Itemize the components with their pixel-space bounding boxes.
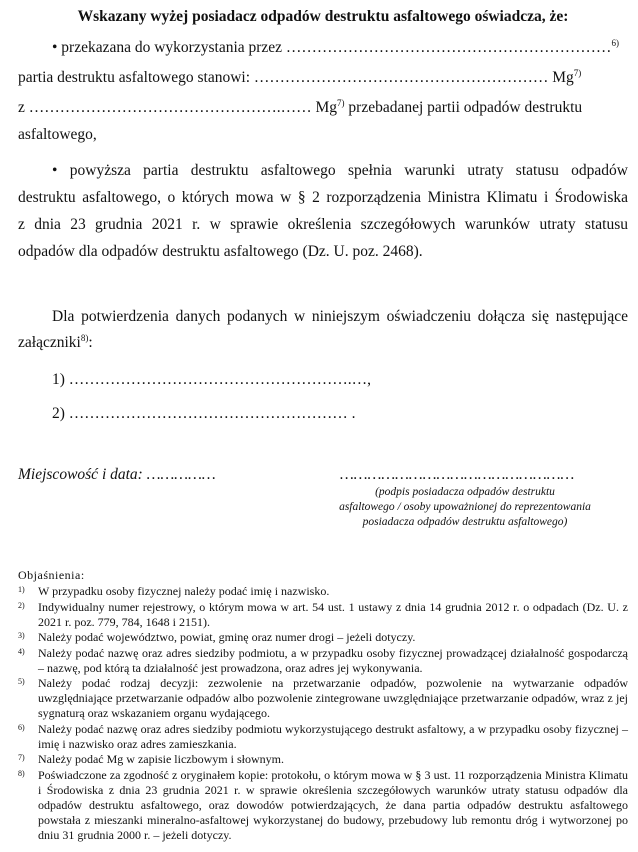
footnote-number: 1) — [18, 585, 25, 594]
footnote-number: 3) — [18, 631, 25, 640]
footnote-item — [18, 630, 628, 645]
para2-line3: z dnia 23 grudnia 2021 r. w sprawie określenia szczegółowych warunków utraty statusu — [18, 216, 628, 233]
footnote-text: Należy podać rodzaj decyzji: zezwolenie na przetwarzanie odpadów, pozwolenie na wytwarzanie odpadów uwzględniające przetwarzanie odpadów albo pozwolenie zintegrowane uwzględniające przetwarzanie odpadów, wraz z jej sygnaturą oraz wskazaniem organu wydającego. — [38, 676, 628, 720]
para1-line4: asfaltowego, — [18, 126, 97, 143]
footnote-number: 4) — [18, 647, 25, 656]
para2-line1: • powyższa partia destruktu asfaltowego spełnia warunki utraty statusu odpadów — [52, 162, 628, 179]
signature-note — [310, 485, 620, 530]
attachment-item-2: 2) ……………………………………………… . — [52, 405, 356, 422]
footnote-text: Należy podać Mg w zapisie liczbowym i słownym. — [38, 752, 284, 766]
place-date-field — [18, 460, 216, 490]
footnotes-label: Objaśnienia: — [18, 568, 85, 582]
signature-note-line-2: asfaltowego / osoby upoważnionej do reprezentowania — [339, 501, 591, 513]
footnote-item — [18, 752, 628, 767]
footnote-number: 8) — [18, 769, 25, 778]
attachments-line2: załączniki$^{8)}$: — [18, 332, 93, 351]
signature-dots: …………………………………………… — [340, 466, 575, 483]
footnote-item — [18, 646, 628, 676]
signature-note-line-3: posiadacza odpadów destruktu asfaltowego) — [362, 516, 568, 528]
footnote-text: W przypadku osoby fizycznej należy podać imię i nazwisko. — [38, 584, 330, 598]
para1-line2: partia destruktu asfaltowego stanowi: ………………………………………………… Mg$^{7)}$ — [18, 67, 582, 86]
attachment-item-1: 1) ……………………………………………….…, — [52, 371, 372, 388]
para2-line2: destruktu asfaltowego, o których mowa w § 2 rozporządzenia Ministra Klimatu i Środowiska — [18, 189, 628, 206]
footnote-number: 7) — [18, 753, 25, 762]
footnote-number: 5) — [18, 677, 25, 686]
footnote-text: Indywidualny numer rejestrowy, o którym mowa w art. 54 ust. 1 ustawy z dnia 14 grudnia 2012 r. o odpadach (Dz. U. z 2021 r. poz. 779, 784, 1648 i 2151). — [38, 600, 628, 629]
para2-line4: odpadów dla odpadów destruktu asfaltowego (Dz. U. poz. 2468). — [18, 243, 423, 260]
footnote-item — [18, 584, 628, 599]
place-date-dots: …………… — [146, 466, 216, 483]
footnote-item — [18, 600, 628, 630]
footnote-number: 6) — [18, 723, 25, 732]
footnote-text: Poświadczone za zgodność z oryginałem kopie: protokołu, o którym mowa w § 3 ust. 11 rozporządzenia Ministra Klimatu i Środowiska z dnia 23 grudnia 2021 r. w sprawie określenia szczegółowych warunków utraty statusu odpadów dla odpadów destruktu asfaltowego, oraz dowodów potwierdzających, że dana partia odpadów destruktu asfaltowego powstała z mieszanki mineralno-asfaltowej wykorzystanej do budowy, przebudowy lub remontu dróg i wytworzonej po dniu 31 grudnia 2000 r. – jeżeli dotyczy. — [38, 768, 628, 842]
place-date-label: Miejscowość i data: — [18, 466, 143, 483]
footnote-item — [18, 722, 628, 752]
footnote-item — [18, 768, 628, 843]
para1-line3: z ………………………………………….…… Mg$^{7)}$ przebadanej partii odpadów destruktu — [18, 97, 583, 116]
footnote-text: Należy podać nazwę oraz adres siedziby podmiotu, a w przypadku osoby fizycznej prowadzącej działalność gospodarczą – nazwę, pod którą ta działalność jest prowadzona, oraz adres jej wykonywania. — [38, 646, 628, 675]
footnote-item — [18, 676, 628, 721]
footnote-number: 2) — [18, 601, 25, 610]
signature-note-line-1: (podpis posiadacza odpadów destruktu — [375, 486, 555, 498]
declaration-heading: Wskazany wyżej posiadacz odpadów destruktu asfaltowego oświadcza, że: — [77, 8, 569, 25]
footnote-text: Należy podać województwo, powiat, gminę oraz numer drogi – jeżeli dotyczy. — [38, 630, 416, 644]
para1-line1: • przekazana do wykorzystania przez ………………………………………………………$^{6)}$ — [52, 37, 619, 56]
attachments-line1: Dla potwierdzenia danych podanych w niniejszym oświadczeniu dołącza się następujące — [52, 308, 628, 325]
footnote-text: Należy podać nazwę oraz adres siedziby podmiotu wykorzystującego destrukt asfaltowy, a w przypadku osoby fizycznej – imię i nazwisko oraz adres zamieszkania. — [38, 722, 628, 751]
